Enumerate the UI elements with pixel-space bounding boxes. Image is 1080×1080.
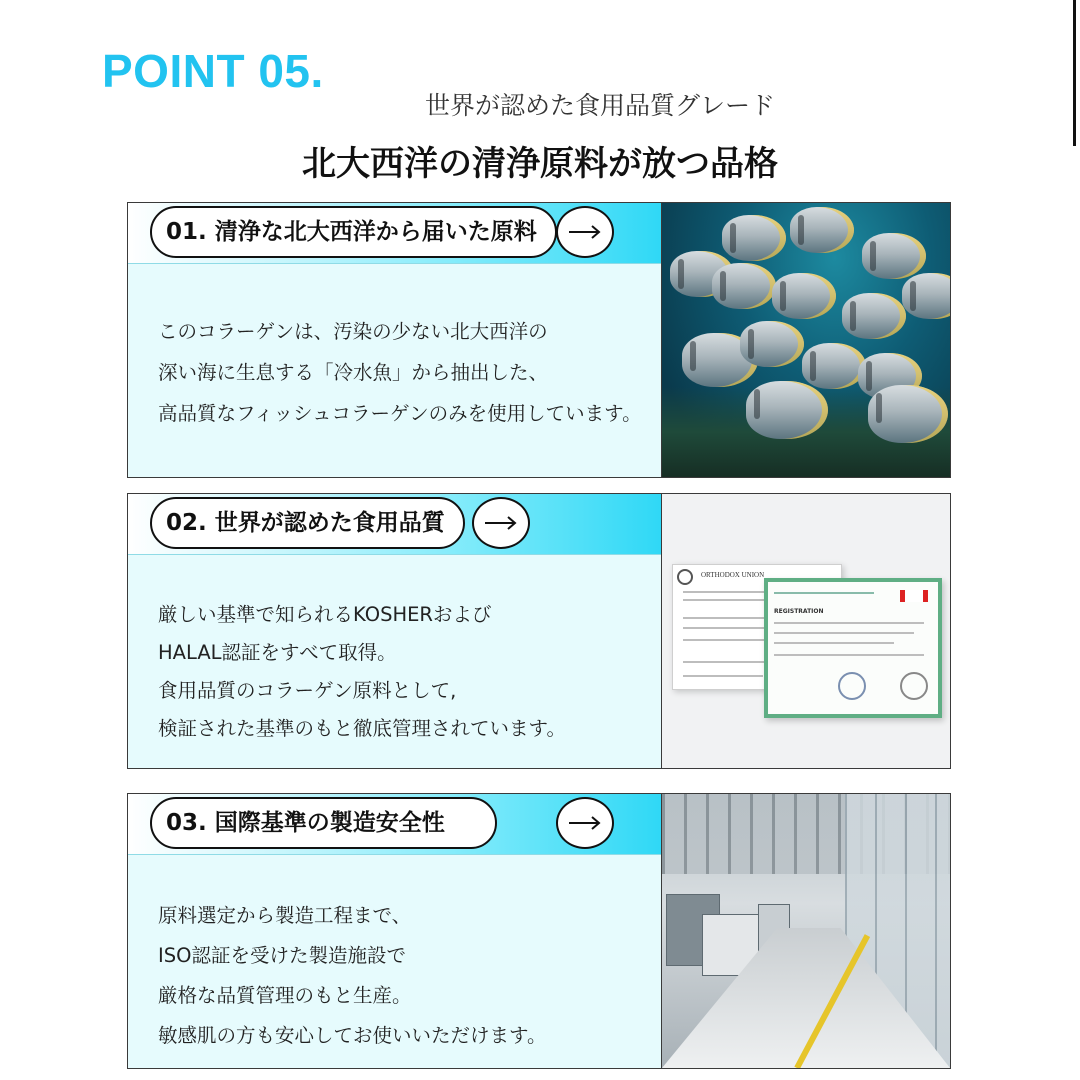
card-text-line: 原料選定から製造工程まで、 [158,904,412,927]
card-heading: 01. 清浄な北大西洋から届いた原料 [150,206,557,258]
card-text-line: 高品質なフィッシュコラーゲンのみを使用しています。 [158,402,642,425]
arrow-right-icon[interactable] [556,206,614,258]
card-text-line: 検証された基準のもと徹底管理されています。 [158,717,566,740]
card-body [158,896,546,1056]
arrow-right-icon[interactable] [556,797,614,849]
ocean-fish-photo [661,203,950,477]
card-body [158,596,566,748]
card-text-line: ISO認証を受けた製造施設で [158,944,406,967]
halal-certificate [764,578,942,718]
cert-heading: REGISTRATION [774,608,824,615]
card-text-line: HALAL認証をすべて取得。 [158,641,397,664]
card-text-line: 敏感肌の方も安心してお使いいただけます。 [158,1024,547,1047]
card-text-line: 厳格な品質管理のもと生産。 [158,984,412,1007]
cert-title: ORTHODOX UNION [701,571,765,579]
card-heading: 03. 国際基準の製造安全性 [150,797,497,849]
card-text-line: 食用品質のコラーゲン原料として, [158,679,457,702]
card-text-line: 厳しい基準で知られるKOSHERおよび [158,603,492,626]
canada-flag-icon [900,590,928,602]
point-label: POINT 05. [102,45,324,97]
arrow-right-icon[interactable] [472,497,530,549]
card-heading: 02. 世界が認めた食用品質 [150,497,465,549]
section-subtitle: 世界が認めた食用品質グレード [424,91,775,120]
card-text-panel [128,494,662,768]
card-body [158,311,642,434]
card-text-line: 深い海に生息する「冷水魚」から抽出した、 [158,361,549,384]
card-text-panel [128,794,662,1068]
feature-card-1 [127,202,951,478]
feature-card-3 [127,793,951,1069]
factory-photo [661,794,950,1068]
certificates-photo [661,494,950,768]
card-text-panel [128,203,662,477]
section-title: 北大西洋の清浄原料が放つ品格 [302,144,778,184]
edge-divider [1073,0,1076,146]
card-text-line: このコラーゲンは、汚染の少ない北大西洋の [158,320,548,343]
feature-card-2 [127,493,951,769]
